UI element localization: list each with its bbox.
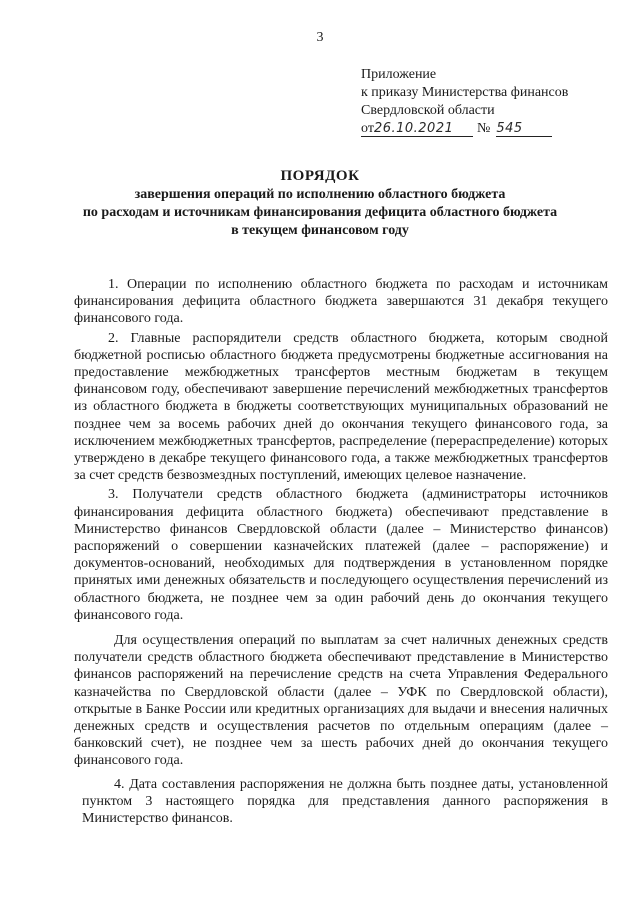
appendix-title: Приложение	[361, 67, 437, 82]
order-date-number-line	[361, 120, 568, 138]
appendix-header	[361, 66, 568, 138]
title-line-2: по расходам и источникам финансирования дефицита областного бюджета	[82, 205, 558, 220]
paragraph-3-cash: Для осуществления операций по выплатам за счет наличных денежных средств получатели средств областного бюджета обеспечивают представление в Министерство финансов распоряжений на перечисление средств на счета Управления Федерального казначейства по Свердловской области (далее – УФК по Свердловской области), открытые в Банке России или кредитных организациях для выдачи и внесения наличных денежных средств и осуществления расчетов по отдельным операциям (далее – банковский счет), не позднее чем за шесть рабочих дней до окончания текущего финансового года.	[74, 633, 608, 769]
document-body	[74, 276, 608, 829]
paragraph-1: 1. Операции по исполнению областного бюджета по расходам и источникам финансирования дефицита областного бюджета завершаются 31 декабря текущего финансового года.	[74, 277, 608, 327]
from-label: от	[361, 121, 374, 136]
order-date-field	[361, 122, 473, 137]
number-label: №	[477, 121, 491, 136]
appendix-region: Свердловской области	[361, 103, 495, 118]
page-number: 3	[316, 30, 324, 45]
paragraph-4: 4. Дата составления распоряжения не должна быть позднее даты, установленной пунктом 3 настоящего порядка для представления данного распоряжения в Министерство финансов.	[82, 776, 608, 827]
title-main: ПОРЯДОК	[280, 168, 360, 184]
order-date-handwritten: 26.10.2021	[373, 121, 454, 136]
paragraph-2: 2. Главные распорядители средств областного бюджета, которым сводной бюджетной росписью областного бюджета предусмотрены бюджетные ассигнования на предоставление межбюджетных трансфертов местным бюджетам в текущем финансовом году, обеспечивают завершение перечислений межбюджетных трансфертов из областного бюджета в бюджеты соответствующих муниципальных образований не позднее чем за восемь рабочих дней до окончания текущего финансового года, за исключением межбюджетных трансфертов, распределение (перераспределение) которых утверждено в декабре текущего финансового года, а также межбюджетных трансфертов за счет средств безвозмездных поступлений, имеющих целевое назначение.	[74, 330, 608, 484]
title-line-3: в текущем финансовом году	[231, 223, 409, 238]
paragraph-3: 3. Получатели средств областного бюджета (администраторы источников финансирования дефицита областного бюджета) обеспечивают представление в Министерство финансов Свердловской области (далее – Министерство финансов) распоряжений о совершении казначейских платежей (далее – распоряжение) и документов-оснований, необходимых для подтверждения в установленном порядке принятых ими денежных обязательств и последующего осуществления перечислений из областного бюджета, не позднее чем за один рабочий день до окончания текущего финансового года.	[74, 487, 608, 623]
title-line-1: завершения операций по исполнению областного бюджета	[134, 187, 506, 202]
order-number-handwritten: 545	[496, 121, 523, 136]
document-title	[0, 166, 640, 240]
order-number-field	[496, 122, 552, 137]
appendix-order-reference: к приказу Министерства финансов	[361, 85, 569, 100]
